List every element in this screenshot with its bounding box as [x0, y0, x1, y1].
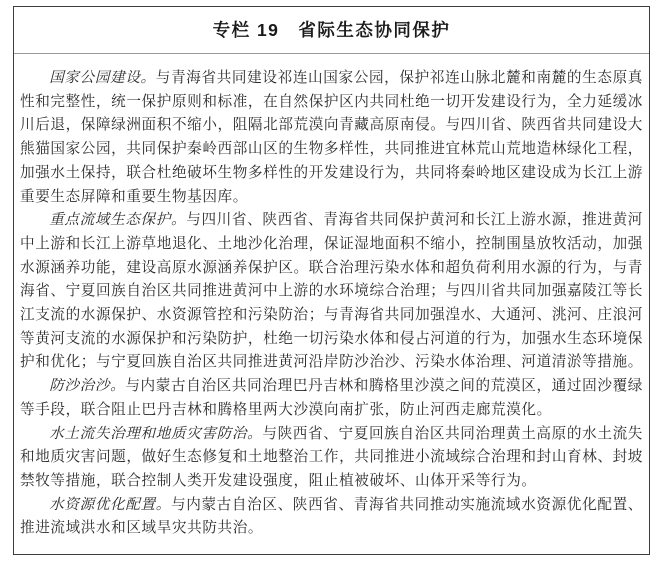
paragraph-lead: 重点流域生态保护。: [49, 212, 187, 229]
column-box: [13, 6, 650, 555]
paragraph-water-resource-allocation: [20, 494, 643, 541]
paragraph-national-parks: [20, 67, 643, 209]
paragraph-text: 与四川省、陕西省、青海省共同保护黄河和长江上游水源，推进黄河中上游和长江上游草地退化、土地沙化治理，保证湿地面积不缩小，控制围垦放牧活动，加强水源涵养功能，建设高原水源涵养保护区。联合治理污染水体和超负荷利用水源的行为，与青海省、宁夏回族自治区共同推进黄河中上游的水环境综合治理；与四川省共同加强嘉陵江等长江支流的水源保护、水资源管控和污染防治；与青海省共同加强湟水、大通河、洮河、庄浪河等黄河支流的水源保护和污染防护，杜绝一切污染水体和侵占河道的行为，加强水生态环境保护和优化；与宁夏回族自治区共同推进黄河沿岸防沙治沙、污染水体治理、河道清淤等措施。: [20, 212, 643, 371]
paragraph-soil-erosion-geohazard: [20, 423, 643, 494]
paragraph-lead: 国家公园建设。: [49, 70, 156, 86]
paragraph-text: 与青海省共同建设祁连山国家公园，保护祁连山脉北麓和南麓的生态原真性和完整性，统一保护原则和标准，在自然保护区内共同杜绝一切开发建设行为，全力延缓冰川后退，保障绿洲面积不缩小，阻隔北部荒漠向青藏高原南侵。与四川省、陕西省共同建设大熊猫国家公园，共同保护秦岭西部山区的生物多样性，共同推进宜林荒山荒地造林绿化工程，加强水土保持，联合杜绝破坏生物多样性的开发建设行为，共同将秦岭地区建设成为长江上游重要生态屏障和重要生物基因库。: [20, 70, 644, 205]
paragraph-lead: 水土流失治理和地质灾害防治。: [49, 425, 263, 442]
column-title: 专栏 19 省际生态协同保护: [14, 7, 649, 54]
paragraph-text: 与内蒙古自治区、陕西省、青海省共同推动实施流域水资源优化配置、推进流域洪水和区域旱灾共防共治。: [20, 496, 643, 537]
paragraph-lead: 水资源优化配置。: [49, 496, 171, 513]
paragraph-text: 与内蒙古自治区共同治理巴丹吉林和腾格里沙漠之间的荒漠区，通过固沙覆绿等手段，联合阻止巴丹吉林和腾格里两大沙漠向南扩张，防止河西走廊荒漠化。: [20, 378, 643, 418]
paragraph-lead: 防沙治沙。: [49, 378, 126, 395]
column-body: [14, 54, 649, 541]
paragraph-river-basin-protection: [20, 209, 643, 375]
paragraph-text: 与陕西省、宁夏回族自治区共同治理黄土高原的水土流失和地质灾害问题，做好生态修复和土地整治工作，共同推进小流域综合治理和封山育林、封坡禁牧等措施，联合控制人类开发建设强度，阻止植被破坏、山体开采等行为。: [20, 425, 643, 489]
paragraph-desertification-control: [20, 375, 643, 422]
